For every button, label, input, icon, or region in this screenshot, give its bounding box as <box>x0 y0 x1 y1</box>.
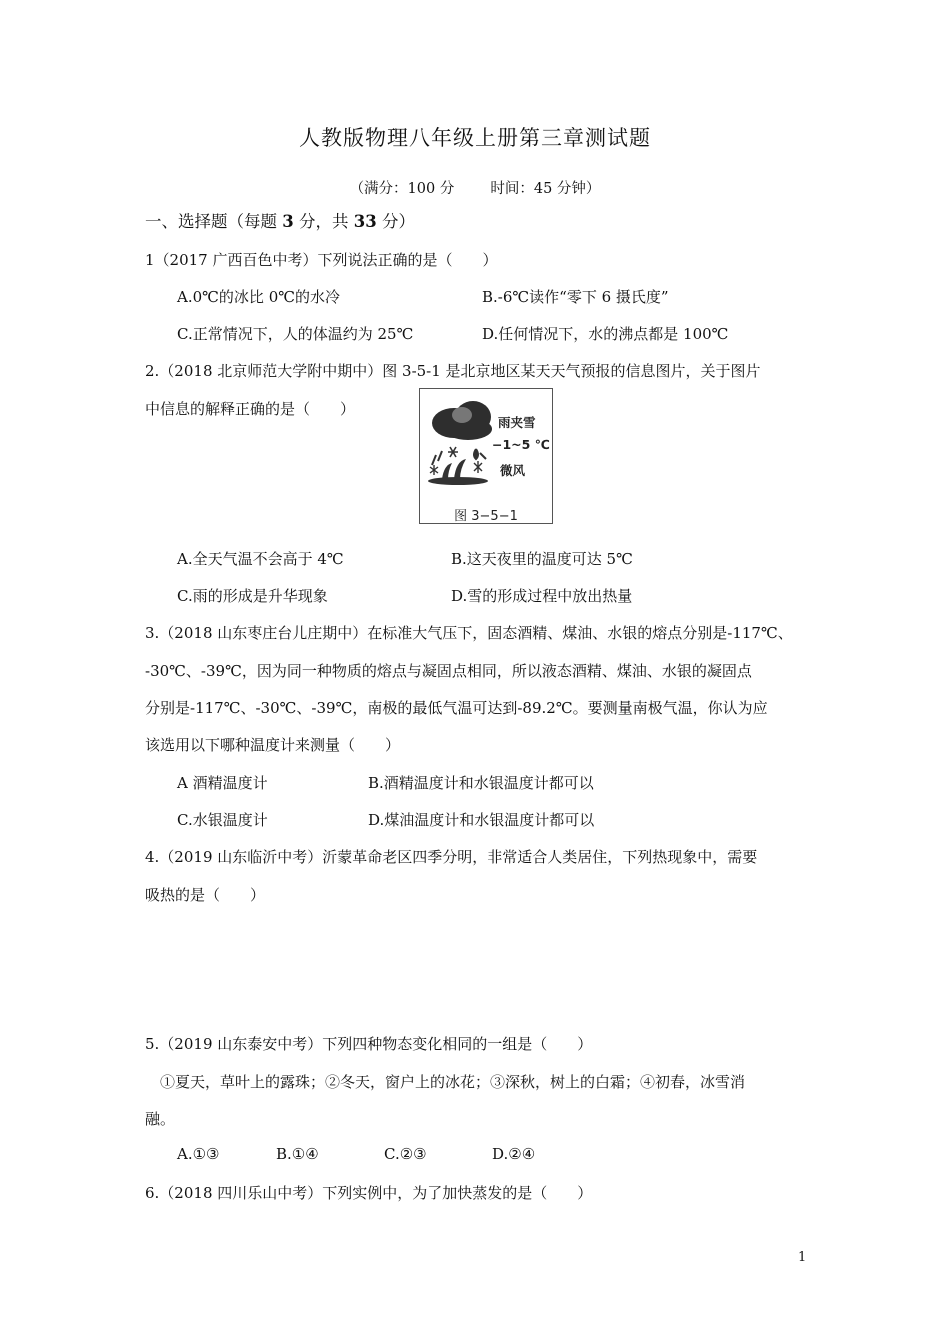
question-2-option-b: B.这天夜里的温度可达 5℃ <box>451 550 633 568</box>
page-title: 人教版物理八年级上册第三章测试题 <box>299 126 651 150</box>
total-points: 33 <box>353 212 377 231</box>
figure-caption: 图 3−5−1 <box>454 509 518 524</box>
exam-info <box>0 177 950 198</box>
question-1-option-b: B.-6℃读作“零下 6 摄氏度” <box>482 288 669 306</box>
question-5-detail-line-1: ①夏天，草叶上的露珠；②冬天，窗户上的冰花；③深秋，树上的白霜；④初春，冰雪消 <box>160 1073 746 1091</box>
question-1-option-a: A.0℃的冰比 0℃的水冷 <box>177 288 341 306</box>
weather-forecast-figure <box>419 388 553 524</box>
question-2-option-c: C.雨的形成是升华现象 <box>177 587 328 605</box>
question-5-stem: 5.（2019 山东泰安中考）下列四种物态变化相同的一组是（ ） <box>145 1035 593 1053</box>
question-1-option-d: D.任何情况下，水的沸点都是 100℃ <box>482 325 729 343</box>
temperature-range: −1~5 ℃ <box>492 437 550 452</box>
points-per-question: 3 <box>282 212 294 231</box>
question-2-stem-line-2: 中信息的解释正确的是（ ） <box>145 400 356 418</box>
question-5-option-d: D.②④ <box>492 1145 536 1163</box>
question-5-option-b: B.①④ <box>276 1145 319 1163</box>
question-3-option-c: C.水银温度计 <box>177 811 268 829</box>
question-5-option-a: A.①③ <box>177 1145 220 1163</box>
weather-condition: 雨夹雪 <box>498 415 536 430</box>
question-4-stem-line-2: 吸热的是（ ） <box>145 886 266 904</box>
question-3-stem-line-4: 该选用以下哪种温度计来测量（ ） <box>145 736 401 754</box>
question-3-option-d: D.煤油温度计和水银温度计都可以 <box>368 811 595 829</box>
question-5-option-c: C.②③ <box>384 1145 427 1163</box>
cloud-icon <box>432 401 492 440</box>
question-2-stem-line-1: 2.（2018 北京师范大学附中期中）图 3-5-1 是北京地区某天天气预报的信息图片，关于图片 <box>145 362 761 380</box>
question-3-stem-line-2: -30℃、-39℃，因为同一种物质的熔点与凝固点相同，所以液态酒精、煤油、水银的凝固点 <box>145 662 752 680</box>
question-1-stem: 1（2017 广西百色中考）下列说法正确的是（ ） <box>145 251 498 269</box>
question-2-option-a: A.全天气温不会高于 4℃ <box>177 550 344 568</box>
question-4-stem-line-1: 4.（2019 山东临沂中考）沂蒙革命老区四季分明，非常适合人类居住，下列热现象中，需要 <box>145 848 758 866</box>
time-limit: 时间：45 分钟） <box>490 181 601 197</box>
section-heading: 一、选择题（每题 3 分，共 33 分） <box>145 212 415 231</box>
question-6-stem: 6.（2018 四川乐山中考）下列实例中，为了加快蒸发的是（ ） <box>145 1184 593 1202</box>
question-5-detail-line-2: 融。 <box>145 1110 176 1128</box>
question-3-stem-line-1: 3.（2018 山东枣庄台儿庄期中）在标准大气压下，固态酒精、煤油、水银的熔点分别是-117℃、 <box>145 624 793 642</box>
question-3-option-a: A 酒精温度计 <box>177 774 268 792</box>
full-score: （满分：100 分 <box>349 181 455 197</box>
question-1-option-c: C.正常情况下，人的体温约为 25℃ <box>177 325 414 343</box>
question-3-option-b: B.酒精温度计和水银温度计都可以 <box>368 774 594 792</box>
question-2-option-d: D.雪的形成过程中放出热量 <box>451 587 633 605</box>
page-number: 1 <box>798 1250 807 1265</box>
question-3-stem-line-3: 分别是-117℃、-30℃、-39℃，南极的最低气温可达到-89.2℃。要测量南极气温，你认为应 <box>145 699 768 717</box>
wind-level: 微风 <box>500 463 526 478</box>
